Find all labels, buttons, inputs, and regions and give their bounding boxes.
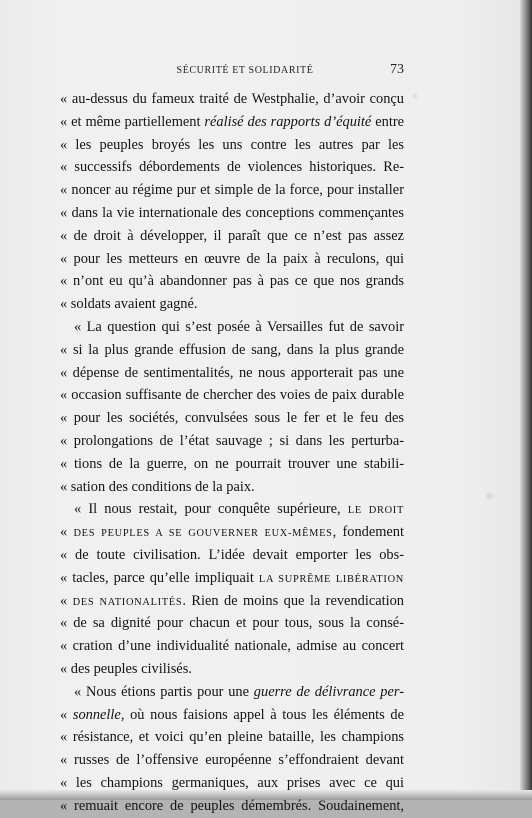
running-head-title: SÉCURITÉ ET SOLIDARITÉ: [176, 65, 314, 76]
text-line: [60, 293, 404, 316]
text-line: [60, 612, 404, 635]
text-segment: entre: [371, 113, 404, 130]
text-segment: « successifs débordements de violences historiques. Re-: [60, 159, 404, 176]
text-line: [60, 795, 404, 818]
text-segment: « soldats avaient gagné.: [60, 296, 198, 313]
small-caps-text: DES NATIONALITÉS: [72, 596, 183, 608]
text-segment: « dépense de sentimentalités, ne nous apporterait pas une: [60, 364, 404, 381]
text-segment: , fondement: [332, 524, 404, 541]
text-segment: « La question qui s’est posée à Versailles fut de savoir: [74, 318, 404, 335]
text-line: [60, 179, 404, 202]
text-segment: «: [60, 706, 73, 723]
page-number: 73: [390, 62, 404, 77]
text-segment: , où nous faisions appel à tous les éléments de: [120, 706, 404, 723]
text-segment: « les peuples broyés les uns contre les autres par les: [60, 136, 404, 153]
italic-text: guerre de délivrance per-: [253, 683, 404, 700]
text-segment: « et même partiellement: [60, 113, 205, 130]
body-text: [60, 88, 404, 818]
text-segment: « de toute civilisation. L’idée devait emporter les obs-: [60, 546, 404, 563]
text-segment: « de droit à développer, il paraît que ce n’est pas assez: [60, 227, 404, 244]
text-segment: « si la plus grande effusion de sang, dans la plus grande: [60, 341, 404, 358]
text-line: [60, 134, 404, 157]
text-line: [60, 384, 404, 407]
text-segment: « russes de l’offensive européenne s’effondraient devant: [60, 752, 404, 769]
text-line: [60, 225, 404, 248]
running-head: [0, 62, 532, 82]
text-segment: «: [60, 524, 74, 541]
text-segment: « pour les sociétés, convulsées sous le fer et le feu des: [60, 410, 404, 427]
text-line: [60, 498, 404, 521]
text-line: [60, 339, 404, 362]
text-line: [60, 88, 404, 111]
page-edge-shadow: [520, 0, 532, 800]
text-segment: « de sa dignité pour chacun et pour tous, sous la consé-: [60, 615, 404, 632]
text-segment: « au-dessus du fameux traité de Westphalie, d’avoir conçu: [60, 91, 404, 107]
text-segment: « tacles, parce qu’elle impliquait: [60, 569, 259, 586]
text-segment: « Nous étions partis pour une: [74, 683, 254, 700]
text-segment: « occasion suffisante de chercher des voies de paix durable: [60, 387, 404, 404]
text-segment: « cration d’une individualité nationale, admise au concert: [60, 638, 404, 655]
text-line: [60, 544, 404, 567]
text-line: [60, 453, 404, 476]
text-line: [60, 316, 404, 339]
text-segment: « n’ont eu qu’à abandonner pas à pas ce que nos grands: [60, 273, 404, 290]
text-line: [60, 658, 404, 681]
text-line: [60, 521, 404, 544]
text-line: [60, 270, 404, 293]
text-line: [60, 202, 404, 225]
text-line: [60, 681, 404, 704]
italic-text: réalisé des rapports d’équité: [204, 113, 372, 130]
text-segment: « résistance, et voici qu’en pleine bataille, les champions: [60, 729, 404, 746]
text-segment: «: [60, 592, 73, 609]
text-segment: « tions de la guerre, on ne pourrait trouver une stabili-: [60, 455, 404, 472]
text-line: [60, 476, 404, 499]
text-line: [60, 749, 404, 772]
text-line: [60, 635, 404, 658]
text-segment: « Il nous restait, pour conquête supérieure,: [74, 501, 348, 518]
text-line: [60, 248, 404, 271]
small-caps-text: LA SUPRÊME LIBÉRATION: [258, 573, 404, 585]
text-segment: « remuait encore de peuples démembrés. Soudainement,: [60, 797, 404, 814]
text-line: [60, 156, 404, 179]
text-segment: . Rien de moins que la revendication: [182, 592, 404, 609]
text-line: [60, 567, 404, 590]
text-segment: « noncer au régime pur et simple de la force, pour installer: [60, 182, 404, 199]
text-line: [60, 704, 404, 727]
text-segment: « pour les metteurs en œuvre de la paix à reculons, qui: [60, 250, 404, 267]
text-segment: « des peuples civilisés.: [60, 660, 192, 677]
text-segment: « sation des conditions de la paix.: [60, 478, 255, 495]
italic-text: sonnelle: [72, 706, 121, 723]
text-line: [60, 407, 404, 430]
text-segment: « les champions germaniques, aux prises avec ce qui: [60, 774, 404, 791]
text-line: [60, 362, 404, 385]
small-caps-text: LE DROIT: [347, 505, 404, 517]
small-caps-text: DES PEUPLES A SE GOUVERNER EUX-MÊMES: [73, 528, 333, 540]
text-line: [60, 590, 404, 613]
text-line: [60, 430, 404, 453]
text-line: [60, 772, 404, 795]
text-segment: « prolongations de l’état sauvage ; si dans les perturba-: [60, 432, 404, 449]
text-line: [60, 726, 404, 749]
text-line: [60, 111, 404, 134]
text-segment: « dans la vie internationale des conceptions commençantes: [60, 204, 404, 221]
